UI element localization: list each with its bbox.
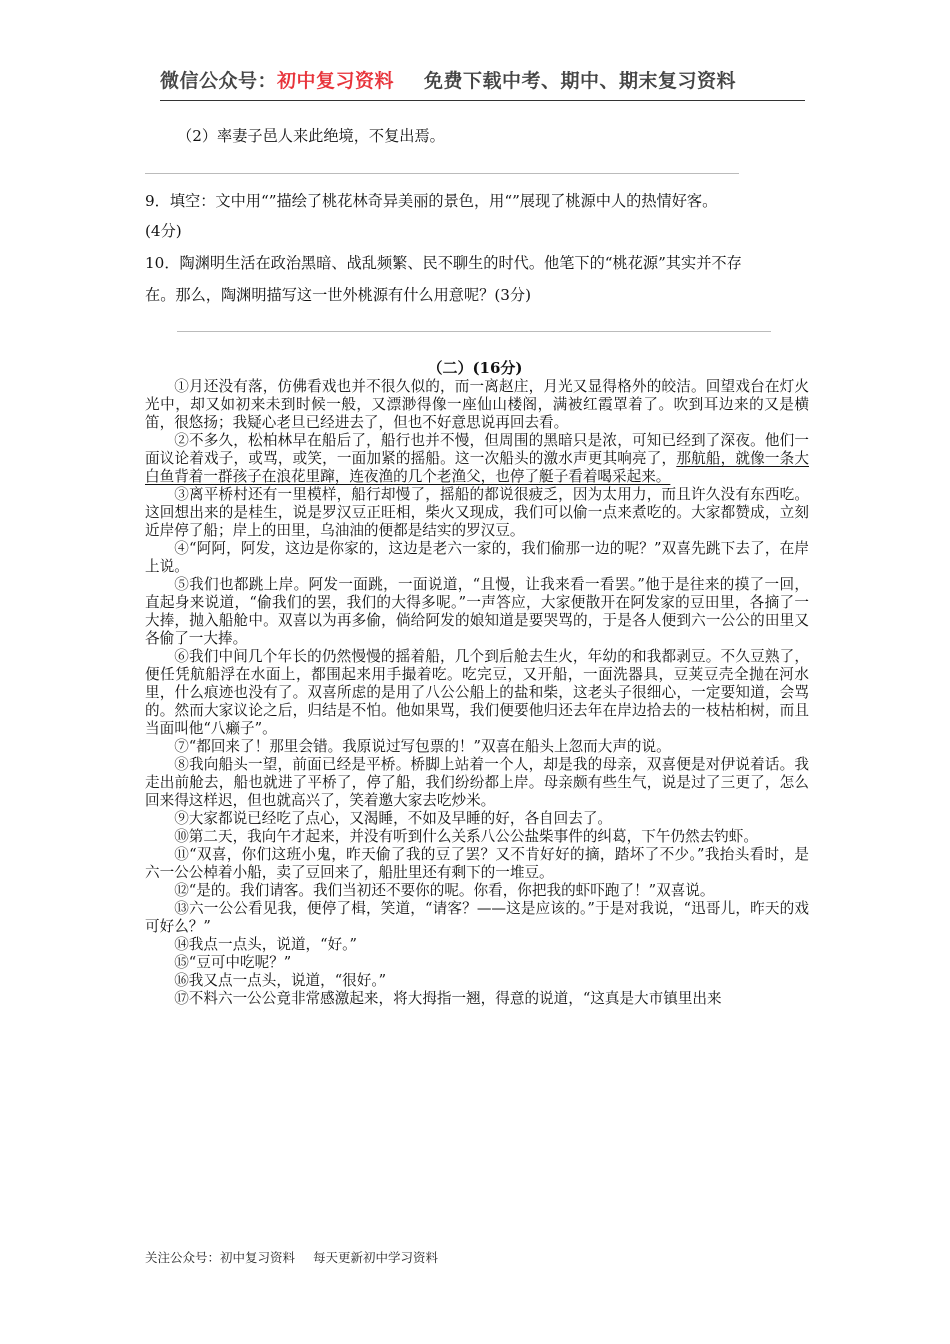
footer-update-text: 每天更新初中学习资料	[313, 1250, 439, 1265]
paragraph-2	[145, 432, 809, 486]
paragraph-16: ⑯我又点一点头，说道，“很好。”	[174, 972, 387, 989]
question-10-cont: 在。那么，陶渊明描写这一世外桃源有什么用意呢？(3分)	[145, 286, 532, 304]
paragraph-10: ⑩第二天，我向午才起来，并没有听到什么关系八公公盐柴事件的纠葛，下午仍然去钓虾。	[174, 828, 758, 845]
header-account-name: 初中复习资料	[277, 70, 395, 92]
header-banner	[160, 66, 805, 102]
paragraph-2-text: ②不多久，松柏林早在船后了，船行也并不慢，但周围的黑暗只是浓，可知已经到了深夜。他们一面议论着戏子，或骂，或笑，一面加紧的摇船。这一次船头的激水声更其响亮了，	[145, 432, 809, 467]
question-9: 9．填空：文中用“”描绘了桃花林奇异美丽的景色，用“”展现了桃源中人的热情好客。	[145, 192, 718, 210]
section-title: （二）(16分)	[427, 359, 523, 377]
paragraph-14: ⑭我点一点头，说道，“好。”	[174, 936, 357, 953]
paragraph-7: ⑦“都回来了！那里会错。我原说过写包票的！”双喜在船头上忽而大声的说。	[174, 738, 671, 755]
paragraph-8: ⑧我向船头一望，前面已经是平桥。桥脚上站着一个人，却是我的母亲，双喜便是对伊说着话。我走出前舱去，船也就进了平桥了，停了船，我们纷纷都上岸。母亲颇有些生气，说是过了三更了，怎么回来得这样迟，但也就高兴了，笑着邀大家去吃炒米。	[145, 756, 809, 809]
question-8-2: （2）率妻子邑人来此绝境，不复出焉。	[177, 127, 445, 145]
header-wechat-label: 微信公众号：	[160, 70, 278, 92]
question-10: 10．陶渊明生活在政治黑暗、战乱频繁、民不聊生的时代。他笔下的“桃花源”其实并不存	[145, 254, 742, 272]
header-slogan: 免费下载中考、期中、期末复习资料	[424, 70, 737, 92]
paragraph-6: ⑥我们中间几个年长的仍然慢慢的摇着船，几个到后舱去生火，年幼的和我都剥豆。不久豆熟了，便任凭航船浮在水面上，都围起来用手撮着吃。吃完豆，又开船，一面洗器具，豆荚豆壳全抛在河水里，什么痕迹也没有了。双喜所虑的是用了八公公船上的盐和柴，这老头子很细心，一定要知道，会骂的。然而大家议论之后，归结是不怕。他如果骂，我们便要他归还去年在岸边拾去的一枝枯桕树，而且当面叫他“八癞子”。	[145, 648, 809, 737]
paragraph-9: ⑨大家都说已经吃了点心，又渴睡，不如及早睡的好，各自回去了。	[174, 810, 613, 827]
paragraph-5: ⑤我们也都跳上岸。阿发一面跳，一面说道，“且慢，让我来看一看罢。”他于是往来的摸了一回，直起身来说道，“偷我们的罢，我们的大得多呢。”一声答应，大家便散开在阿发家的豆田里，各摘了一大捧，抛入船舱中。双喜以为再多偷，倘给阿发的娘知道是要哭骂的，于是各人便到六一公公的田里又各偷了一大捧。	[145, 576, 809, 647]
answer-line	[145, 173, 739, 174]
paragraph-12: ⑫“是的。我们请客。我们当初还不要你的呢。你看，你把我的虾吓跑了！”双喜说。	[174, 882, 715, 899]
paragraph-17: ⑰不料六一公公竟非常感激起来，将大拇指一翘，得意的说道，“这真是大市镇里出来	[174, 990, 722, 1007]
answer-line	[177, 331, 771, 332]
reading-passage	[145, 378, 809, 1008]
footer-follow-text: 关注公众号：初中复习资料	[145, 1250, 296, 1265]
paragraph-13: ⑬六一公公看见我，便停了楫，笑道，“请客？——这是应该的。”于是对我说，“迅哥儿，昨天的戏可好么？”	[145, 900, 809, 935]
underlined-sentence: 那航船，就像一条大白鱼背着一群孩子在浪花里蹿，连夜渔的几个老渔父，也停了艇子看着喝采起来。	[145, 450, 809, 485]
question-9-score: (4分)	[145, 222, 182, 240]
page-footer	[145, 1248, 438, 1266]
paragraph-4: ④“阿阿，阿发，这边是你家的，这边是老六一家的，我们偷那一边的呢？”双喜先跳下去了，在岸上说。	[145, 540, 809, 575]
paragraph-15: ⑮“豆可中吃呢？”	[174, 954, 292, 971]
paragraph-11: ⑪“双喜，你们这班小鬼，昨天偷了我的豆了罢？又不肯好好的摘，踏坏了不少。”我抬头看时，是六一公公棹着小船，卖了豆回来了，船肚里还有剩下的一堆豆。	[145, 846, 809, 881]
paragraph-1: ①月还没有落，仿佛看戏也并不很久似的，而一离赵庄，月光又显得格外的皎洁。回望戏台在灯火光中，却又如初来未到时候一般，又漂渺得像一座仙山楼阁，满被红霞罩着了。吹到耳边来的又是横笛，很悠扬；我疑心老旦已经进去了，但也不好意思说再回去看。	[145, 378, 809, 431]
paragraph-3: ③离平桥村还有一里模样，船行却慢了，摇船的都说很疲乏，因为太用力，而且许久没有东西吃。这回想出来的是桂生，说是罗汉豆正旺相，柴火又现成，我们可以偷一点来煮吃的。大家都赞成，立刻近岸停了船；岸上的田里，乌油油的便都是结实的罗汉豆。	[145, 486, 809, 539]
header-divider	[160, 100, 805, 101]
